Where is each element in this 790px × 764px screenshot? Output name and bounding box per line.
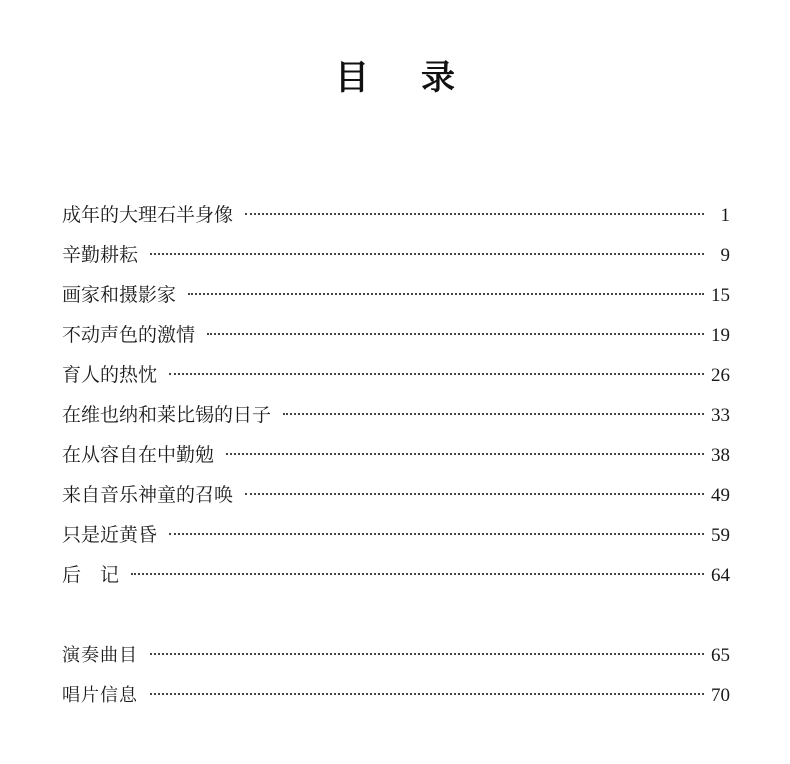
title-char-2: 录: [421, 58, 455, 98]
toc-entry[interactable]: [62, 480, 730, 520]
toc-entry-title: 辛勤耕耘: [62, 244, 139, 266]
toc-entry-title: 只是近黄昏: [62, 524, 158, 546]
toc-entry[interactable]: [62, 400, 730, 440]
toc-entry-page: 38: [711, 445, 730, 466]
dot-leader: [245, 493, 704, 495]
toc-entry-page: 70: [711, 685, 730, 706]
toc-entry[interactable]: [62, 360, 730, 400]
toc-entry-page: 19: [711, 325, 730, 346]
toc-entry-page: 1: [720, 205, 730, 226]
toc-entry-page: 9: [720, 245, 730, 266]
toc-entry[interactable]: [62, 320, 730, 360]
toc-entry-title: 育人的热忱: [62, 364, 158, 386]
toc-entry[interactable]: [62, 280, 730, 320]
dot-leader: [188, 293, 704, 295]
dot-leader: [226, 453, 704, 455]
dot-leader: [150, 693, 704, 695]
toc-entry-page: 49: [711, 485, 730, 506]
toc-entry-page: 59: [711, 525, 730, 546]
toc-entry-title: 在维也纳和莱比锡的日子: [62, 404, 272, 426]
dot-leader: [150, 653, 704, 655]
dot-leader: [283, 413, 704, 415]
toc-entry-title: 画家和摄影家: [62, 284, 177, 306]
toc-entry-title: 演奏曲目: [62, 645, 138, 666]
toc-entry-title: 唱片信息: [62, 685, 138, 706]
dot-leader: [150, 253, 704, 255]
toc-entry-page: 15: [711, 285, 730, 306]
toc-entry[interactable]: [62, 440, 730, 480]
toc-entry-page: 26: [711, 365, 730, 386]
toc-entry[interactable]: [62, 240, 730, 280]
dot-leader: [131, 573, 704, 575]
toc-appendix-entry[interactable]: [62, 641, 730, 681]
dot-leader: [245, 213, 704, 215]
toc-entry[interactable]: [62, 560, 730, 600]
toc-entry-title: 不动声色的激情: [62, 324, 196, 346]
toc-entry[interactable]: [62, 520, 730, 560]
dot-leader: [207, 333, 704, 335]
toc-entry-title: 成年的大理石半身像: [62, 204, 234, 226]
toc-appendix-entry[interactable]: [62, 681, 730, 721]
toc-entry-page: 33: [711, 405, 730, 426]
title-char-1: 目: [335, 58, 369, 98]
page-title: [0, 52, 790, 104]
toc-entry-page: 64: [711, 565, 730, 586]
toc-entry-page: 65: [711, 645, 730, 666]
toc-entry-title: 在从容自在中勤勉: [62, 444, 215, 466]
toc-entry[interactable]: [62, 200, 730, 240]
dot-leader: [169, 373, 704, 375]
toc-entry-title: 后 记: [62, 564, 120, 586]
toc-entry-title: 来自音乐神童的召唤: [62, 484, 234, 506]
toc-appendix-list: [62, 641, 730, 721]
dot-leader: [169, 533, 704, 535]
toc-main-list: [62, 200, 730, 600]
